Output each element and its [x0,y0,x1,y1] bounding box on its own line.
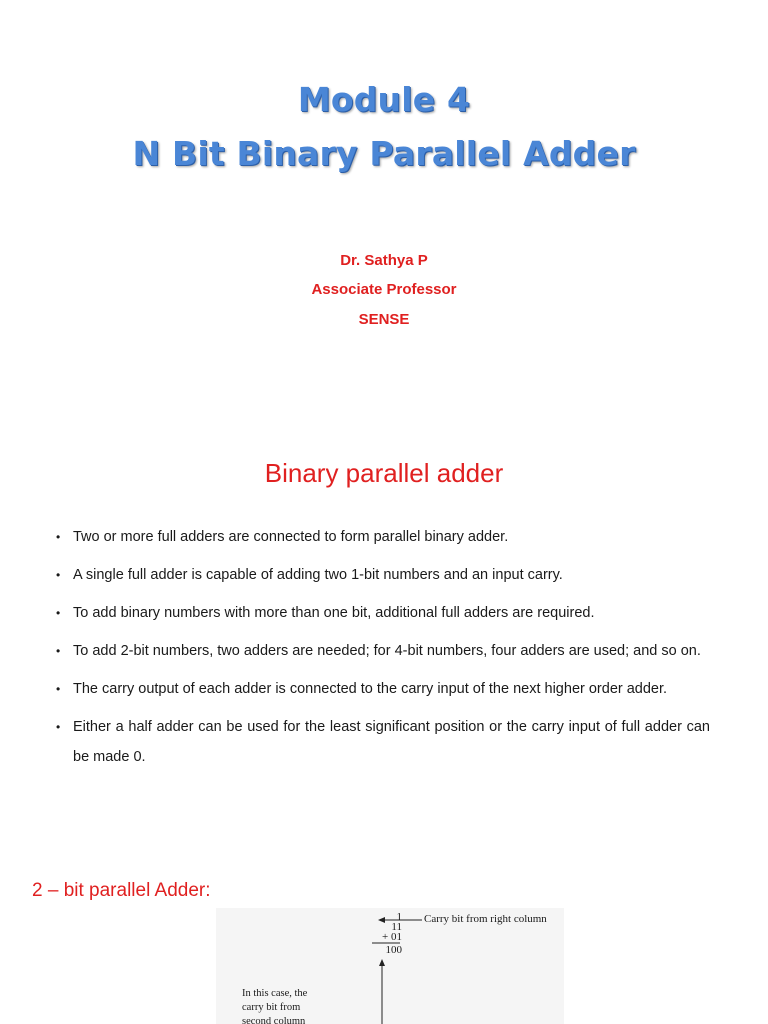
bullet-list [56,522,710,780]
carry-bit: 1 [396,911,402,923]
operand-b: + 01 [382,931,402,943]
bullet-dot-icon: • [56,606,61,620]
author-name: Dr. Sathya P [340,252,428,269]
operand-a: 11 [391,921,402,933]
section-heading: Binary parallel adder [264,458,504,488]
bullet-item: • A single full adder is capable of adding two 1-bit numbers and an input carry. [56,560,710,590]
bullet-dot-icon: • [56,644,61,658]
sum-result: 100 [385,944,402,956]
author-department: SENSE [358,311,410,328]
bullet-item: • Either a half adder can be used for the least significant position or the carry input of full adder can be made 0. [56,712,710,772]
title-module: Module 4 [297,80,471,119]
note-line-3: second column [242,1016,306,1024]
bullet-dot-icon: • [56,720,61,734]
addition-figure [216,908,564,1024]
author-position: Associate Professor [311,281,457,298]
bullet-item: • Two or more full adders are connected to form parallel binary adder. [56,522,710,552]
carry-label: Carry bit from right column [424,913,547,925]
result-arrow-icon [379,959,385,966]
note-line-2: carry bit from [242,1002,301,1013]
bullet-item: • To add 2-bit numbers, two adders are needed; for 4-bit numbers, four adders are used; and so on. [56,636,710,666]
note-line-1: In this case, the [242,988,308,999]
bullet-item: • The carry output of each adder is connected to the carry input of the next higher order adder. [56,674,710,704]
bullet-dot-icon: • [56,530,61,544]
bullet-item: • To add binary numbers with more than one bit, additional full adders are required. [56,598,710,628]
bullet-dot-icon: • [56,682,61,696]
subsection-heading: 2 – bit parallel Adder: [32,880,211,901]
bullet-dot-icon: • [56,568,61,582]
title-topic: N Bit Binary Parallel Adder [132,134,636,173]
